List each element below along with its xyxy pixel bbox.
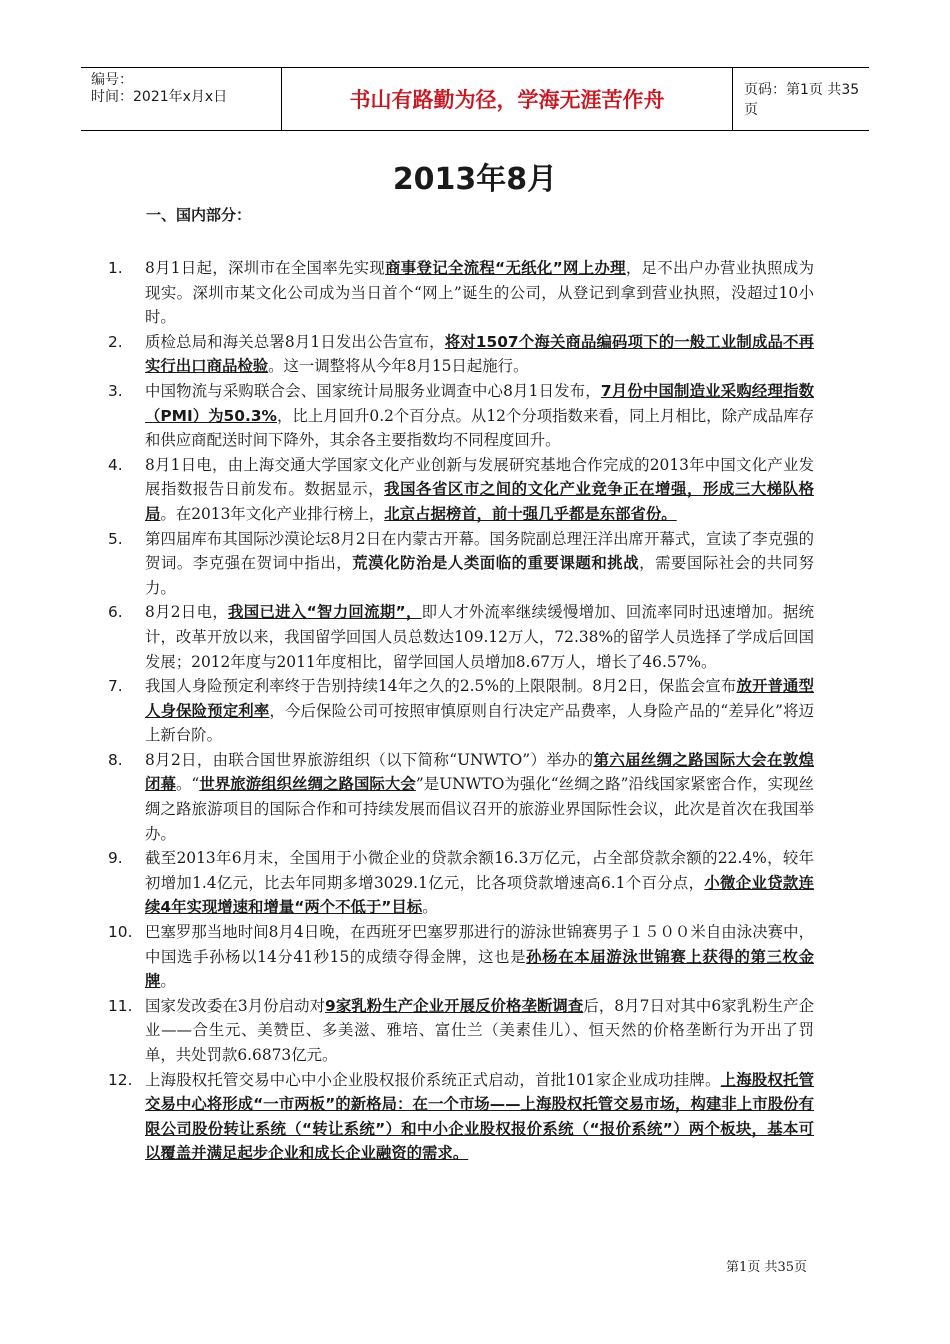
list-item <box>108 379 814 453</box>
underlined-emphasis: ：在一个市场——上海股权托管交易市场，构建非上市股份有限公司股份转让系统（“转让系统”）和中小企业股权报价系统（“报价系统”）两个板块，基本可以覆盖并满足起步企业和成长企业融资的需求。 <box>145 1095 814 1163</box>
body-text: ，需要国际社会的共同努力。 <box>145 554 814 597</box>
list-item-number: 5. <box>108 529 123 548</box>
body-text: ，比上月回升0.2个百分点。从12个分项指数来看，同上月相比，除产成品库存和供应商配送时间下降外，其余各主要指数均不同程度回升。 <box>145 406 815 450</box>
underlined-emphasis: 7月份中国制造业采购经理指数（PMI）为50.3% <box>145 381 814 425</box>
body-text: 。 <box>422 898 438 917</box>
list-item <box>108 920 814 994</box>
header-motto: 书山有路勤为径，学海无涯苦作舟 <box>282 68 733 130</box>
body-text: 巴塞罗那当地时间8月4日晚，在西班牙巴塞罗那进行的游泳世锦赛男子１５００米自由泳决赛中，中国选手孙杨以14分41秒15的成绩夺得金牌，这也是 <box>145 923 814 966</box>
page-header <box>81 67 869 131</box>
list-item <box>108 256 814 330</box>
list-item-number: 8. <box>108 750 123 769</box>
list-item-number: 12. <box>108 1070 133 1089</box>
underlined-emphasis: 北京占据榜首，前十强几乎都是东部省份。 <box>384 504 677 523</box>
header-page-number: 页码：第1页 共35页 <box>744 82 860 118</box>
news-list <box>108 256 814 1166</box>
list-item <box>108 748 814 846</box>
underlined-emphasis: 商事登记全流程“无纸化”网上办理 <box>385 259 626 277</box>
body-text: ，今后保险公司可按照审慎原则自行决定产品费率，人身险产品的“差异化”将迈上新台阶。 <box>145 701 814 745</box>
underlined-emphasis: 小微企业贷款连续4年实现增速和增量“两个不低于”目标 <box>145 873 814 917</box>
body-text: 质检总局和海关总署8月1日发出公告宣布， <box>145 332 445 351</box>
body-text: 后，8月7日对其中6家乳粉生产企业——合生元、美赞臣、多美滋、雅培、富仕兰（美素佳儿）、恒天然的价格垄断行为开出了罚单，共处罚款6.6873亿元。 <box>145 996 814 1064</box>
body-text: 。在2013年文化产业排行榜上， <box>160 504 385 523</box>
list-item-number: 1. <box>108 259 123 277</box>
body-text: 8月1日起，深圳市在全国率先实现 <box>145 259 386 277</box>
body-text: 第四届库布其国际沙漠论坛8月2日在内蒙古开幕。国务院副总理汪洋出席开幕式，宣读了李克强的贺词。李克强在贺词中指出， <box>145 529 814 573</box>
list-item <box>108 674 814 748</box>
list-item <box>108 1068 814 1166</box>
underlined-emphasis: 我国各省区市之间的文化产业竞争正在增强，形成三大梯队格局 <box>145 480 814 523</box>
list-item <box>108 994 814 1068</box>
list-item <box>108 453 814 527</box>
body-text: 我国人身险预定利率终于告别持续14年之久的2.5%的上限限制。8月2日，保监会宣布 <box>145 677 737 696</box>
body-text: 截至2013年6月末，全国用于小微企业的贷款余额16.3万亿元，占全部贷款余额的22.4%，较年初增加1.4亿元，比去年同期多增3029.1亿元，比各项贷款增速高6.1个百分点， <box>145 849 814 892</box>
body-text: 中国物流与采购联合会、国家统计局服务业调查中心8月1日发布， <box>145 381 601 400</box>
list-item-number: 2. <box>108 332 123 351</box>
list-item-number: 4. <box>108 455 123 474</box>
underlined-emphasis: 将对1507个海关商品编码项下的一般工业制成品不再实行出口商品检验 <box>145 332 814 376</box>
body-text: ，足不出户办营业执照成为现实。深圳市某文化公司成为当日首个“网上”诞生的公司，从登记到拿到营业执照，没超过10小时。 <box>145 259 814 327</box>
body-text: 8月1日电，由上海交通大学国家文化产业创新与发展研究基地合作完成的2013年中国文化产业发展指数报告日前发布。数据显示， <box>145 455 814 499</box>
page-title: 2013年8月 <box>392 162 558 197</box>
header-time: 时间：2021年x月x日 <box>91 89 228 105</box>
underlined-emphasis: 世界旅游组织丝绸之路国际大会 <box>199 775 416 794</box>
list-item <box>108 846 814 920</box>
body-text: 8月2日电， <box>145 603 229 622</box>
header-number: 编号： <box>91 72 133 88</box>
body-text: ”是UNWTO为强化“丝绸之路”沿线国家紧密合作，实现丝绸之路旅游项目的国际合作和可持续发展而倡议召开的旅游业界国际性会议，此次是首次在我国举办。 <box>145 775 814 843</box>
list-item-number: 11. <box>108 996 133 1015</box>
body-text: 8月2日，由联合国世界旅游组织（以下简称“UNWTO”）举办的 <box>145 750 594 769</box>
list-item <box>108 330 814 379</box>
body-text: 。“ <box>175 775 200 794</box>
underlined-emphasis: 第六届丝绸之路国际大会在敦煌闭幕 <box>145 750 814 794</box>
body-text: 国家发改委在3月份启动对 <box>145 996 326 1015</box>
bold-emphasis: 荒漠化防治是人类面临的重要课题和挑战 <box>352 554 640 573</box>
underlined-emphasis: 孙杨在本届游泳世锦赛上获得的第三枚金牌 <box>145 947 814 991</box>
list-item-number: 3. <box>108 381 123 400</box>
page-footer: 第1页 共35页 <box>726 1260 807 1275</box>
underlined-emphasis: 我国已进入“智力回流期”， <box>228 603 422 622</box>
underlined-emphasis: 放开普通型人身保险预定利率 <box>145 677 814 720</box>
list-item-number: 6. <box>108 603 123 622</box>
body-text: 上海股权托管交易中心中小企业股权报价系统正式启动，首批101家企业成功挂牌。 <box>145 1070 721 1089</box>
list-item-number: 9. <box>108 849 123 868</box>
body-text: 。 <box>160 972 176 991</box>
header-meta <box>81 68 282 130</box>
body-text: 。这一调整将从今年8月15日起施行。 <box>268 357 529 376</box>
underlined-emphasis: 9家乳粉生产企业开展反价格垄断调查 <box>325 996 584 1015</box>
list-item-number: 7. <box>108 677 123 696</box>
list-item <box>108 600 814 674</box>
body-text: 即人才外流率继续缓慢增加、回流率同时迅速增加。据统计，改革开放以来，我国留学回国人员总数达109.12万人，72.38%的留学人员选择了学成后回国发展；2012年度与2011年度相比，留学回国人员增加8.67万人，增长了46.57%。 <box>145 603 814 671</box>
underlined-emphasis: 上海股权托管交易中心将形成“一市两板”的新格局 <box>145 1070 814 1114</box>
section-heading: 一、国内部分： <box>146 206 252 224</box>
list-item-number: 10. <box>108 923 133 942</box>
list-item <box>108 527 814 601</box>
